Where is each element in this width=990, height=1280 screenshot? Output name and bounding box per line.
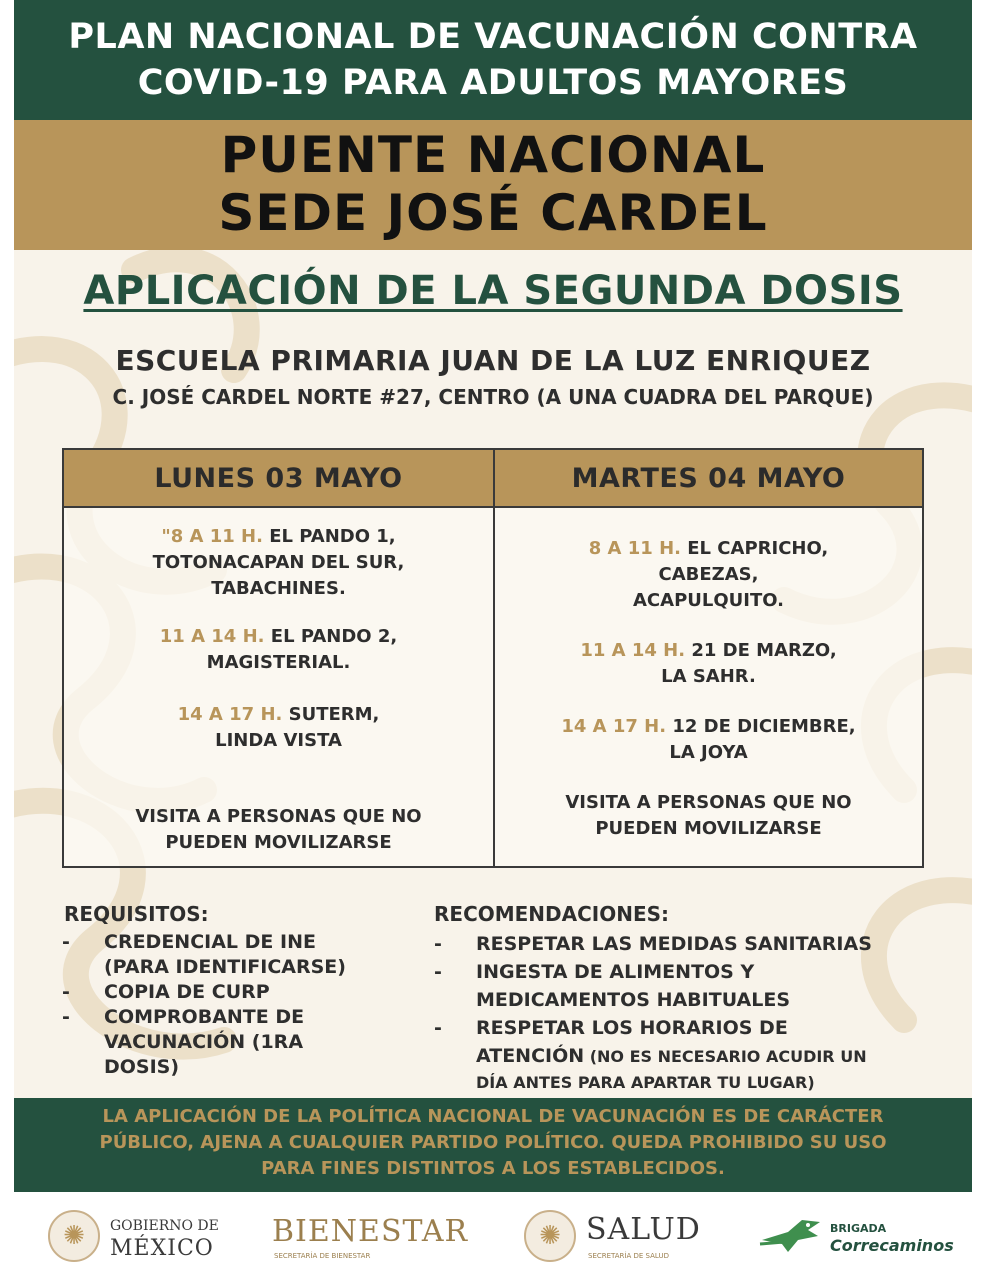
campaign-title-line-2: COVID-19 PARA ADULTOS MAYORES (137, 63, 849, 103)
gobierno-de-mexico-logo: ✺ GOBIERNO DE MÉXICO (48, 1210, 248, 1266)
time-slot (495, 714, 922, 766)
home-visit-note: VISITA A PERSONAS QUE NO PUEDEN MOVILIZARSE (565, 792, 852, 839)
slot-time: "8 A 11 H. (161, 526, 263, 547)
list-item: - COPIA DE CURP (62, 980, 412, 1005)
day-body (495, 508, 922, 864)
day-heading: LUNES 03 MAYO (64, 450, 493, 508)
list-item: - RESPETAR LAS MEDIDAS SANITARIAS (434, 930, 954, 958)
slot-place: 12 DE DICIEMBRE, (672, 716, 856, 737)
venue-address: C. JOSÉ CARDEL NORTE #27, CENTRO (A UNA CUADRA DEL PARQUE) (112, 385, 874, 409)
recommendations-title: RECOMENDACIONES: (434, 902, 670, 926)
time-slot (64, 524, 493, 602)
location-line-1: PUENTE NACIONAL (220, 126, 766, 184)
brigada-correcaminos-logo: BRIGADA Correcaminos (758, 1210, 958, 1266)
day-heading: MARTES 04 MAYO (495, 450, 922, 508)
home-visit-note: VISITA A PERSONAS QUE NO PUEDEN MOVILIZARSE (135, 806, 422, 853)
time-slot (64, 702, 493, 754)
poster (14, 0, 972, 1280)
list-item: - RESPETAR LOS HORARIOS DE ATENCIÓN (NO ES NECESARIO ACUDIR UN DÍA ANTES PARA APARTAR TU LUGAR) (434, 1014, 954, 1095)
slot-time: 11 A 14 H. (580, 640, 686, 661)
requirements-title: REQUISITOS: (64, 902, 209, 926)
time-slot (495, 536, 922, 614)
eagle-seal-icon: ✺ (48, 1210, 100, 1262)
roadrunner-icon (758, 1214, 824, 1258)
disclaimer-banner (14, 1098, 972, 1192)
slot-place: CABEZAS, (658, 564, 759, 585)
schedule-column-monday (64, 450, 493, 866)
list-item: - COMPROBANTE DE VACUNACIÓN (1RA DOSIS) (62, 1005, 412, 1080)
eagle-seal-icon: ✺ (524, 1210, 576, 1262)
slot-place: EL CAPRICHO, (687, 538, 829, 559)
slot-time: 11 A 14 H. (159, 626, 265, 647)
location-header (14, 120, 972, 250)
slot-place: 21 DE MARZO, (691, 640, 837, 661)
disclaimer-line: LA APLICACIÓN DE LA POLÍTICA NACIONAL DE VACUNACIÓN ES DE CARÁCTER (102, 1106, 884, 1127)
slot-place: TABACHINES. (211, 578, 346, 599)
time-slot (495, 638, 922, 690)
recommendations-list (434, 930, 954, 1095)
dose-title: APLICACIÓN DE LA SEGUNDA DOSIS (83, 268, 903, 314)
slot-time: 8 A 11 H. (588, 538, 681, 559)
venue-name: ESCUELA PRIMARIA JUAN DE LA LUZ ENRIQUEZ (115, 344, 871, 377)
slot-place: EL PANDO 1, (269, 526, 396, 547)
slot-time: 14 A 17 H. (561, 716, 667, 737)
disclaimer-line: PARA FINES DISTINTOS A LOS ESTABLECIDOS. (261, 1158, 725, 1179)
schedule-table (62, 448, 924, 868)
slot-time: 14 A 17 H. (177, 704, 283, 725)
slot-place: LINDA VISTA (215, 730, 342, 751)
requirements-list (62, 930, 412, 1080)
salud-logo: ✺ SALUD SECRETARÍA DE SALUD (524, 1210, 724, 1266)
campaign-header (14, 0, 972, 120)
campaign-title-line-1: PLAN NACIONAL DE VACUNACIÓN CONTRA (68, 17, 918, 57)
list-item: - CREDENCIAL DE INE (PARA IDENTIFICARSE) (62, 930, 412, 980)
slot-place: TOTONACAPAN DEL SUR, (152, 552, 405, 573)
slot-place: ACAPULQUITO. (633, 590, 784, 611)
slot-place: LA JOYA (669, 742, 748, 763)
location-line-2: SEDE JOSÉ CARDEL (218, 184, 768, 242)
bienestar-logo: BIENESTAR SECRETARÍA DE BIENESTAR (272, 1214, 469, 1260)
time-slot (64, 624, 493, 676)
slot-place: MAGISTERIAL. (206, 652, 351, 673)
day-body (64, 508, 493, 864)
disclaimer-line: PÚBLICO, AJENA A CUALQUIER PARTIDO POLÍTICO. QUEDA PROHIBIDO SU USO (99, 1132, 887, 1153)
list-item: - INGESTA DE ALIMENTOS Y MEDICAMENTOS HABITUALES (434, 958, 954, 1014)
slot-place: SUTERM, (288, 704, 380, 725)
logo-bar (14, 1192, 972, 1280)
slot-place: LA SAHR. (661, 666, 756, 687)
schedule-column-tuesday (493, 450, 922, 866)
slot-place: EL PANDO 2, (270, 626, 398, 647)
